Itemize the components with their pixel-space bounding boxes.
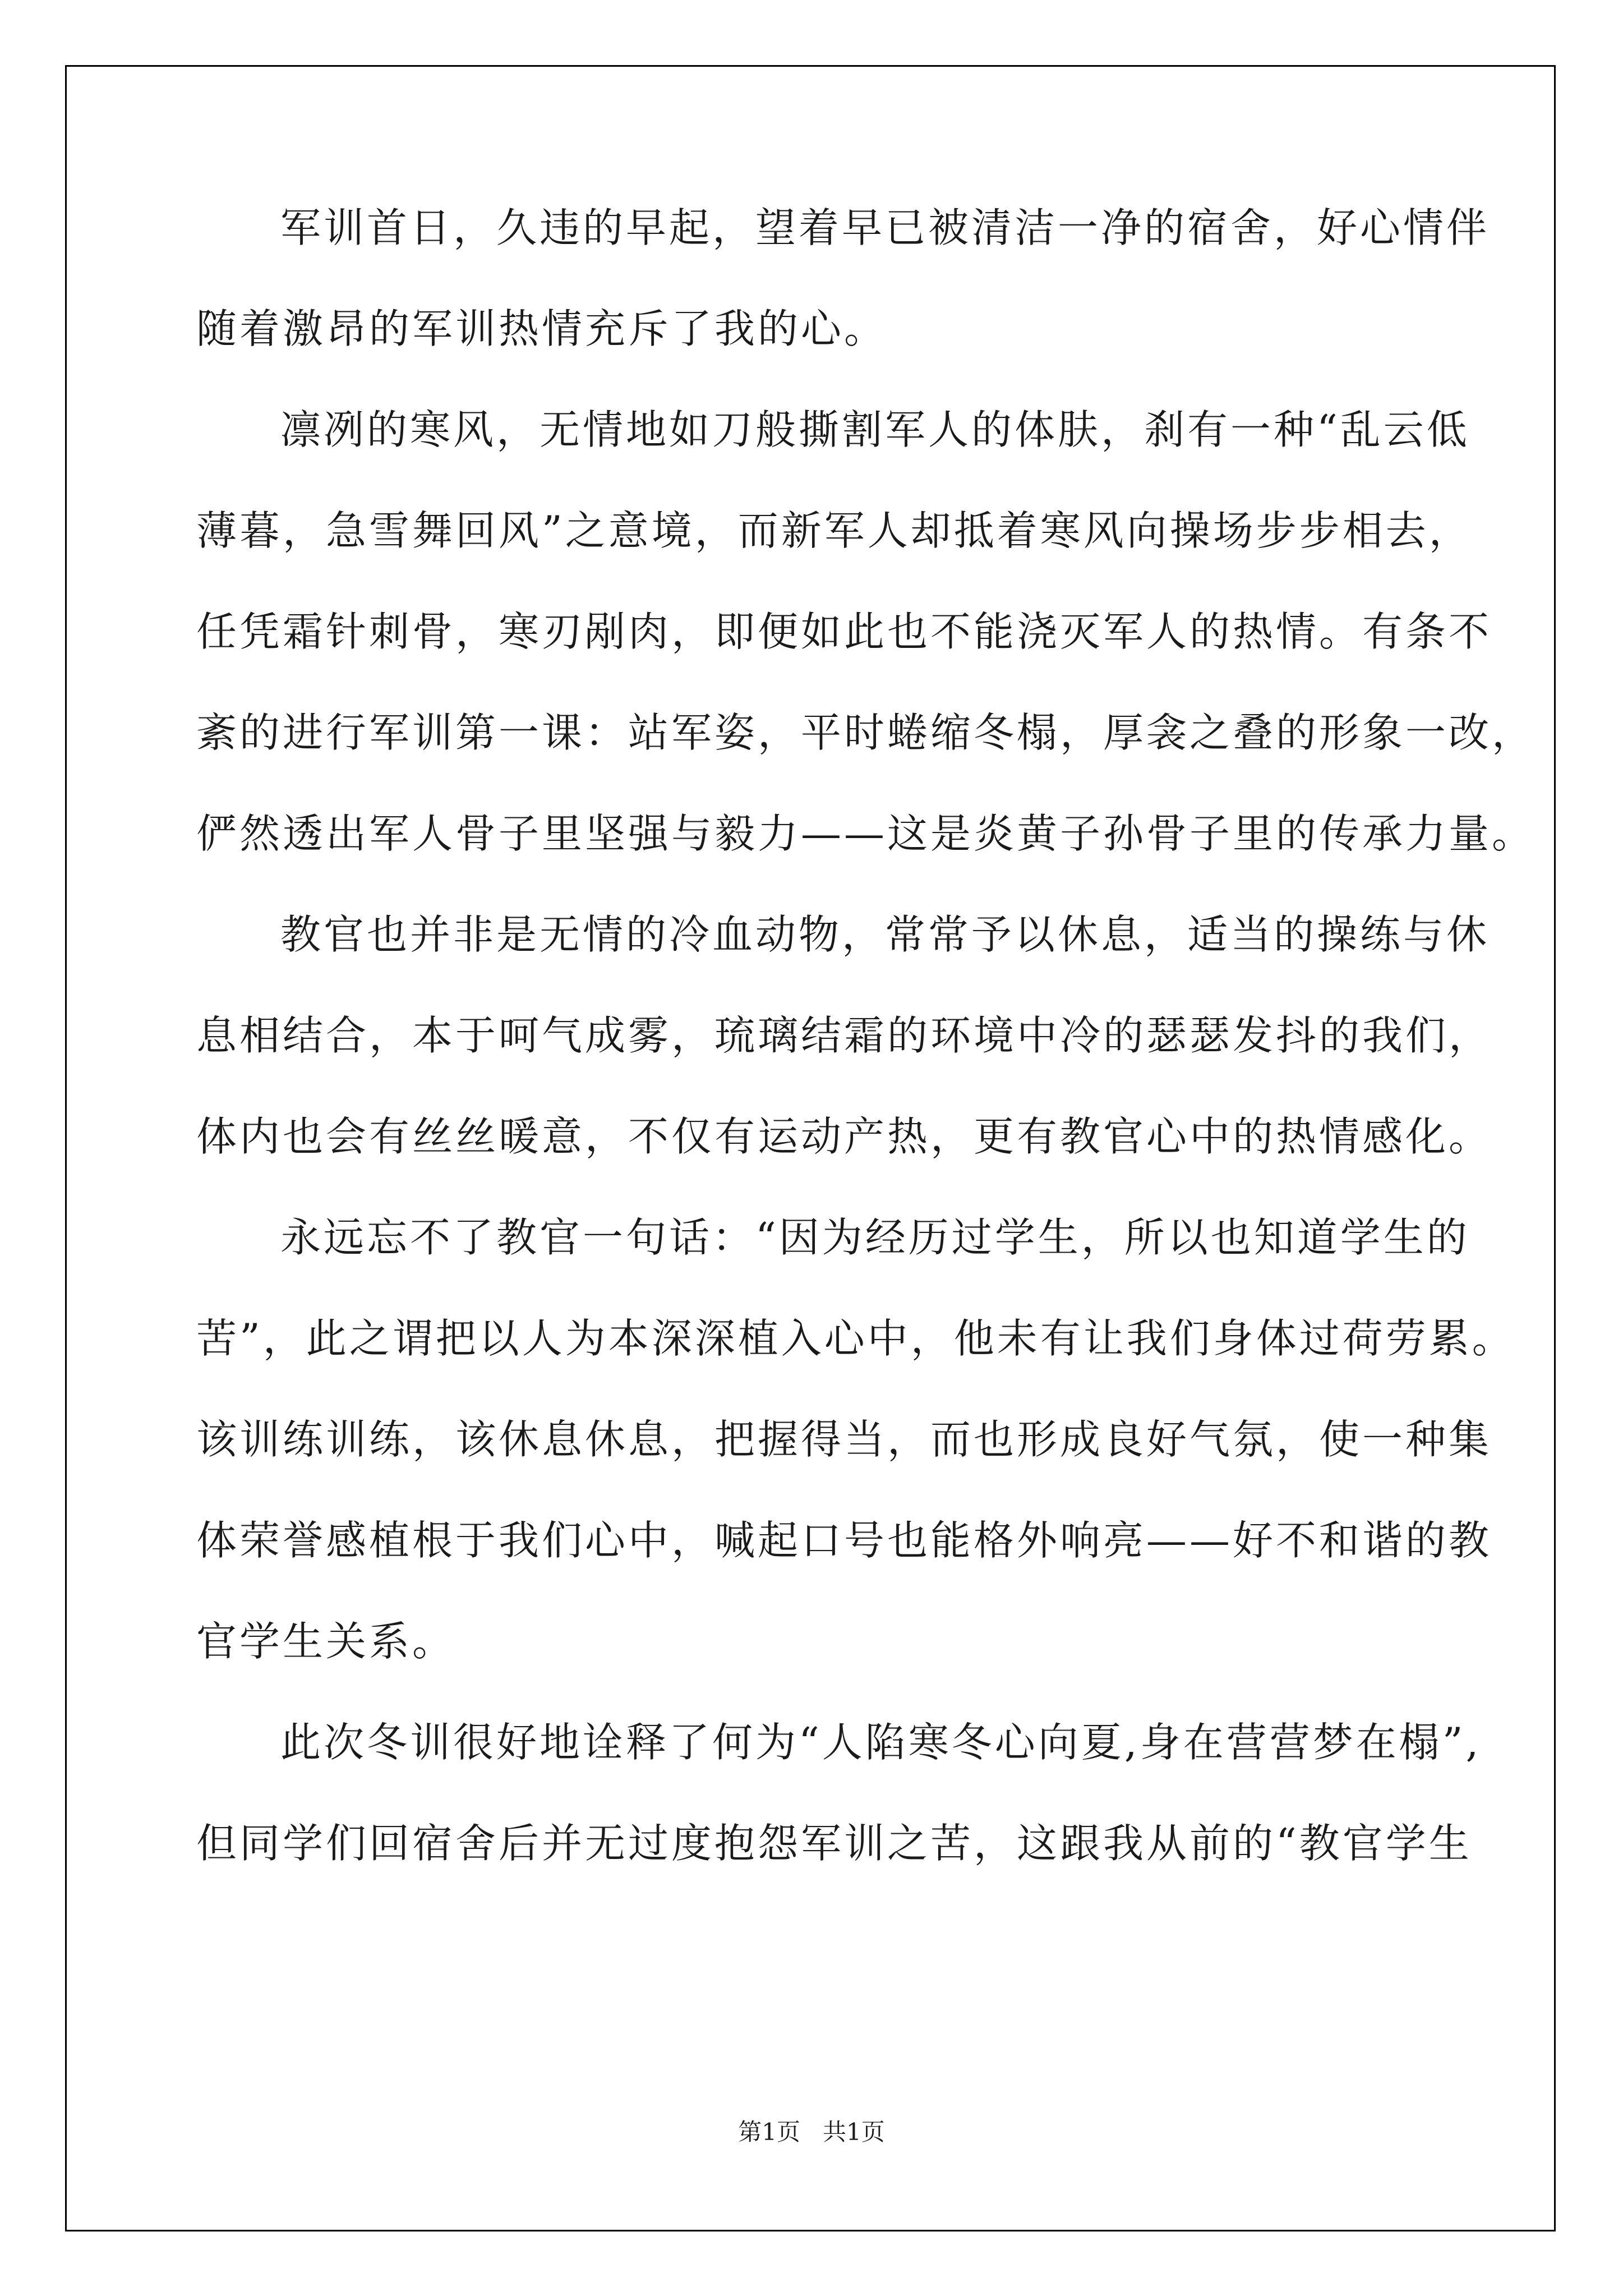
text-line: 教官也并非是无情的冷血动物，常常予以休息，适当的操练与休 <box>280 911 1490 958</box>
text-line: 此次冬训很好地诠释了何为“人陷寒冬心向夏,身在营营梦在榻”, <box>280 1719 1482 1766</box>
text-line: 苦”，此之谓把以人为本深深植入心中，他未有让我们身体过荷劳累。 <box>196 1315 1515 1362</box>
text-line: 薄暮，急雪舞回风”之意境，而新军人却抵着寒风向操场步步相去， <box>196 507 1472 554</box>
text-line: 该训练训练，该休息休息，把握得当，而也形成良好气氛，使一种集 <box>196 1416 1492 1463</box>
text-line: 紊的进行军训第一课：站军姿，平时蜷缩冬榻，厚衾之叠的形象一改， <box>196 709 1536 756</box>
text-line: 任凭霜针刺骨，寒刃剐肉，即便如此也不能浇灭军人的热情。有条不 <box>196 608 1492 655</box>
text-line: 俨然透出军人骨子里坚强与毅力——这是炎黄子孙骨子里的传承力量。 <box>196 810 1536 857</box>
text-line: 凛冽的寒风，无情地如刀般撕割军人的体肤，刹有一种“乱云低 <box>280 406 1470 453</box>
text-line: 随着激昂的军训热情充斥了我的心。 <box>196 305 888 352</box>
text-line: 官学生关系。 <box>196 1618 456 1665</box>
page-footer: 第1页 共1页 <box>738 2118 885 2146</box>
text-line: 体荣誉感植根于我们心中，喊起口号也能格外响亮——好不和谐的教 <box>196 1517 1492 1564</box>
text-line: 但同学们回宿舍后并无过度抱怨军训之苦，这跟我从前的“教官学生 <box>196 1820 1472 1867</box>
text-line: 永远忘不了教官一句话：“因为经历过学生，所以也知道学生的 <box>280 1214 1470 1261</box>
text-line: 息相结合，本于呵气成雾，琉璃结霜的环境中冷的瑟瑟发抖的我们， <box>196 1012 1492 1059</box>
text-line: 军训首日，久违的早起，望着早已被清洁一净的宿舍，好心情伴 <box>280 204 1490 251</box>
text-line: 体内也会有丝丝暖意，不仅有运动产热，更有教官心中的热情感化。 <box>196 1113 1492 1160</box>
body-text <box>196 204 1536 1924</box>
